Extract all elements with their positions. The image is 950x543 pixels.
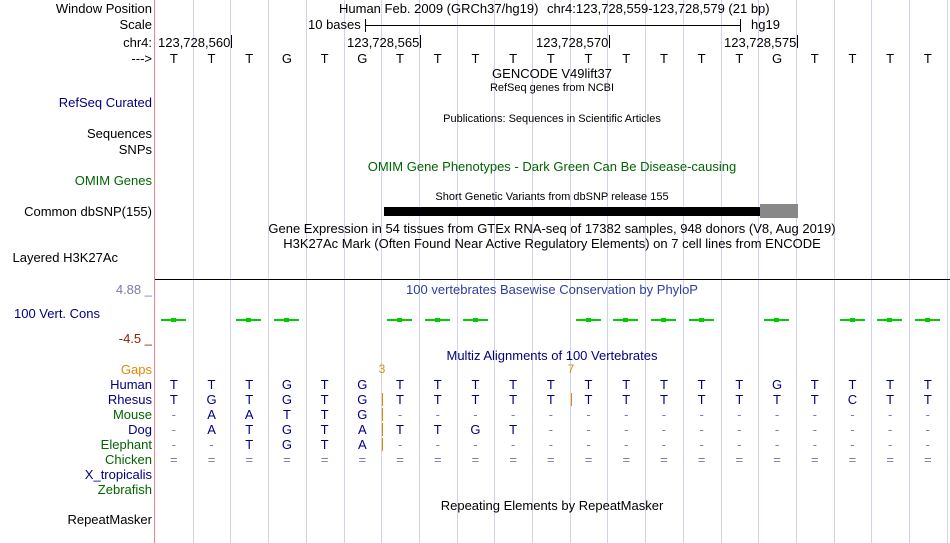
track-label-refseq[interactable]: RefSeq Curated [58,95,152,110]
alignment-base: - [774,407,780,422]
alignment-base: = [810,452,819,467]
track-label-vert-cons[interactable]: 100 Vert. Cons [14,306,100,321]
alignment-base: = [358,452,367,467]
cons-max-value: 4.88 _ [115,282,152,297]
conservation-mark [850,318,855,322]
conservation-mark [623,318,628,322]
alignment-base: = [735,452,744,467]
alignment-base: T [584,377,593,392]
alignment-base: T [169,377,178,392]
alignment-base: G [281,392,292,407]
alignment-base: = [773,452,781,467]
base-letter: T [735,51,744,66]
alignment-base: T [320,407,329,422]
phylop-track-title[interactable]: 100 vertebrates Basewise Conservation by PhyloP [406,282,698,297]
base-letter: G [771,51,783,66]
alignment-base: T [659,377,668,392]
coord-tick-2 [420,35,421,48]
track-label-column [0,0,154,543]
alignment-base: = [433,452,442,467]
alignment-base: - [812,407,817,422]
alignment-base: - [774,437,780,452]
conservation-mark [887,318,892,322]
alignment-base: - [473,437,478,452]
alignment-base: - [699,407,704,422]
window-position-label: Window Position [55,1,152,16]
base-letter: T [886,51,895,66]
cons-min-value: -4.5 _ [118,331,152,346]
conservation-mark [171,318,176,322]
alignment-base: - [699,422,704,437]
alignment-base: - [887,422,893,437]
alignment-base: T [886,392,895,407]
alignment-base: = [509,452,517,467]
track-label-common-dbsnp[interactable]: Common dbSNP(155) [24,204,152,219]
gap-count-7: 7 [567,362,575,376]
track-label-omim-genes[interactable]: OMIM Genes [74,173,152,188]
alignment-base: T [320,437,329,452]
alignment-base: T [546,377,555,392]
alignment-base: - [435,407,440,422]
scale-label: Scale [119,17,152,32]
gap-marker [382,423,383,436]
coord-tick-3 [609,35,610,48]
alignment-base: = [697,452,706,467]
alignment-base: = [886,452,894,467]
alignment-base: - [737,437,742,452]
alignment-base: - [473,407,478,422]
dbsnp-track-title[interactable]: Short Genetic Variants from dbSNP release 155 [435,191,669,203]
conservation-mark [473,318,478,322]
alignment-base: - [812,437,817,452]
alignment-base: T [433,392,442,407]
alignment-base: - [548,422,554,437]
track-divider-line [155,279,950,280]
alignment-base: T [471,392,480,407]
track-label-layered-h3k27ac[interactable]: Layered H3K27Ac [12,250,118,265]
species-label-rhesus: Rhesus [107,392,152,407]
alignment-base: = [660,452,668,467]
gridline [947,0,948,543]
coord-tick-4 [797,35,798,48]
position-readout: chr4:123,728,559-123,728,579 (21 bp) [547,1,770,16]
conservation-mark [284,318,289,322]
base-letter: T [471,51,480,66]
alignment-base: T [396,392,404,407]
alignment-base: - [850,407,855,422]
conservation-mark [397,318,402,322]
base-letter: T [848,51,857,66]
base-letter: T [207,51,216,66]
species-label-zebrafish: Zebrafish [97,482,152,497]
alignment-base: - [624,422,629,437]
alignment-base: - [624,407,629,422]
species-label-chicken: Chicken [105,452,152,467]
conservation-mark [586,318,591,322]
alignment-base: = [622,452,631,467]
alignment-base: - [510,437,516,452]
alignment-base: T [396,377,404,392]
base-letter: T [659,51,668,66]
alignment-base: T [396,422,404,437]
alignment-base: = [924,452,932,467]
gap-count-3: 3 [378,362,386,376]
gap-marker [571,393,572,406]
gap-marker [382,393,383,406]
alignment-base: - [812,422,817,437]
base-letter: G [357,51,368,66]
omim-track-title[interactable]: OMIM Gene Phenotypes - Dark Green Can Be Disease-causing [367,159,737,174]
scale-bar [365,25,741,26]
alignment-base: = [547,452,555,467]
alignment-base: T [320,377,329,392]
alignment-base: T [848,377,857,392]
track-label-repeatmasker[interactable]: RepeatMasker [67,512,152,527]
alignment-base: T [282,407,291,422]
alignment-base: = [245,452,254,467]
alignment-base: = [207,452,216,467]
alignment-base: T [471,377,480,392]
alignment-base: - [925,437,931,452]
alignment-base: - [661,437,667,452]
alignment-base: - [548,407,554,422]
alignment-base: - [209,437,214,452]
alignment-base: - [774,422,780,437]
conservation-mark [661,318,666,322]
alignment-base: T [810,392,819,407]
alignment-base: T [697,392,706,407]
alignment-base: T [923,392,932,407]
alignment-base: T [433,422,442,437]
alignment-base: - [737,407,742,422]
alignment-base: T [659,392,668,407]
base-letter: T [396,51,404,66]
dbsnp-variant-bar[interactable] [384,207,798,216]
alignment-base: T [245,377,254,392]
base-letter: T [923,51,932,66]
alignment-base: A [207,407,216,422]
scale-text: 10 bases [308,17,361,32]
base-letter: T [509,51,518,66]
alignment-base: T [509,422,518,437]
alignment-base: G [281,422,292,437]
alignment-base: - [624,437,629,452]
alignment-base: G [470,422,481,437]
alignment-base: T [245,437,254,452]
species-label-elephant: Elephant [100,437,152,452]
alignment-base: T [697,377,706,392]
strand-arrow-label[interactable]: ---> [131,51,152,66]
alignment-base: - [925,422,931,437]
base-letter: T [169,51,178,66]
alignment-base: - [737,422,742,437]
conservation-mark [774,318,779,322]
multiz-track-title[interactable]: Multiz Alignments of 100 Vertebrates [446,348,658,363]
coord-label-3: 123,728,570 [536,35,609,50]
gap-marker [382,408,383,421]
base-letter: T [584,51,593,66]
base-letter: G [281,51,292,66]
alignment-base: T [773,392,781,407]
alignment-base: T [622,377,631,392]
alignment-base: T [169,392,178,407]
coord-label-4: 123,728,575 [724,35,797,50]
gencode-track-title[interactable]: GENCODE V49lift37 [492,66,612,81]
track-label-sequences[interactable]: Sequences [86,126,152,141]
species-label-x-tropicalis: X_tropicalis [84,467,152,482]
alignment-base: - [661,407,667,422]
alignment-base: T [886,377,895,392]
track-label-snps[interactable]: SNPs [118,142,152,157]
alignment-base: - [661,422,667,437]
conservation-mark [925,318,930,322]
alignment-base: A [358,422,367,437]
species-label-mouse: Mouse [112,407,152,422]
alignment-base: G [357,407,368,422]
alignment-base: - [925,407,931,422]
conservation-mark [435,318,440,322]
assembly-db-label: hg19 [751,17,780,32]
alignment-base: T [207,377,216,392]
coord-label-2: 123,728,565 [347,35,420,50]
species-label-dog: Dog [128,422,152,437]
alignment-base: - [548,437,554,452]
alignment-base: T [735,377,744,392]
alignment-base: T [584,392,593,407]
dbsnp-variant-highlight[interactable] [760,204,798,218]
alignment-base: T [923,377,932,392]
gap-marker [382,438,383,451]
alignment-base: = [584,452,593,467]
base-letter: T [810,51,819,66]
repeatmasker-track-title[interactable]: Repeating Elements by RepeatMasker [440,498,664,513]
alignment-base: - [586,407,591,422]
base-letter: T [245,51,254,66]
alignment-base: - [850,437,855,452]
alignment-base: - [586,437,591,452]
conservation-mark [699,318,704,322]
alignment-base: = [283,452,291,467]
alignment-base: A [244,407,254,422]
track-label-gaps: Gaps [120,362,152,377]
alignment-base: - [510,407,516,422]
alignment-base: T [245,392,254,407]
h3k27ac-track-title[interactable]: H3K27Ac Mark (Often Found Near Active Regulatory Elements) on 7 cell lines from ENCODE [283,236,821,251]
base-letter: T [697,51,706,66]
alignment-base: T [810,377,819,392]
alignment-base: = [396,452,404,467]
conservation-mark [246,318,251,322]
species-label-human: Human [110,377,152,392]
alignment-base: - [397,437,403,452]
alignment-base: - [171,422,177,437]
alignment-base: G [357,377,368,392]
alignment-base: T [509,377,518,392]
alignment-base: = [170,452,178,467]
base-letter: T [433,51,442,66]
gtex-track-title[interactable]: Gene Expression in 54 tissues from GTEx RNA-seq of 17382 samples, 948 donors (V8, Aug 2019) [268,221,836,236]
alignment-base: - [850,422,855,437]
alignment-base: C [847,392,858,407]
coord-tick-1 [231,35,232,48]
alignment-base: A [207,422,216,437]
alignment-base: G [357,392,368,407]
alignment-base: T [320,422,329,437]
alignment-base: - [171,407,177,422]
alignment-base: A [358,437,367,452]
alignment-base: G [281,377,292,392]
alignment-base: = [320,452,329,467]
alignment-base: = [471,452,480,467]
alignment-base: - [435,437,440,452]
alignment-base: T [509,392,518,407]
refseq-track-subtitle: RefSeq genes from NCBI [489,82,615,94]
alignment-base: = [848,452,857,467]
alignment-base: T [320,392,329,407]
alignment-base: - [699,437,704,452]
alignment-base: - [586,422,591,437]
alignment-base: G [281,437,292,452]
assembly-title: Human Feb. 2009 (GRCh37/hg19) [339,1,539,16]
base-letter: T [320,51,329,66]
alignment-base: - [397,407,403,422]
publications-track-title[interactable]: Publications: Sequences in Scientific Articles [443,113,661,125]
alignment-base: T [622,392,631,407]
alignment-base: T [433,377,442,392]
alignment-base: T [735,392,744,407]
chr-label: chr4: [123,35,152,50]
alignment-base: - [171,437,177,452]
alignment-base: G [771,377,783,392]
coord-label-1: 123,728,560 [158,35,231,50]
alignment-base: T [245,422,254,437]
alignment-base: G [206,392,217,407]
alignment-base: - [887,437,893,452]
base-letter: T [622,51,631,66]
alignment-base: T [546,392,555,407]
base-letter: T [546,51,555,66]
alignment-base: - [887,407,893,422]
